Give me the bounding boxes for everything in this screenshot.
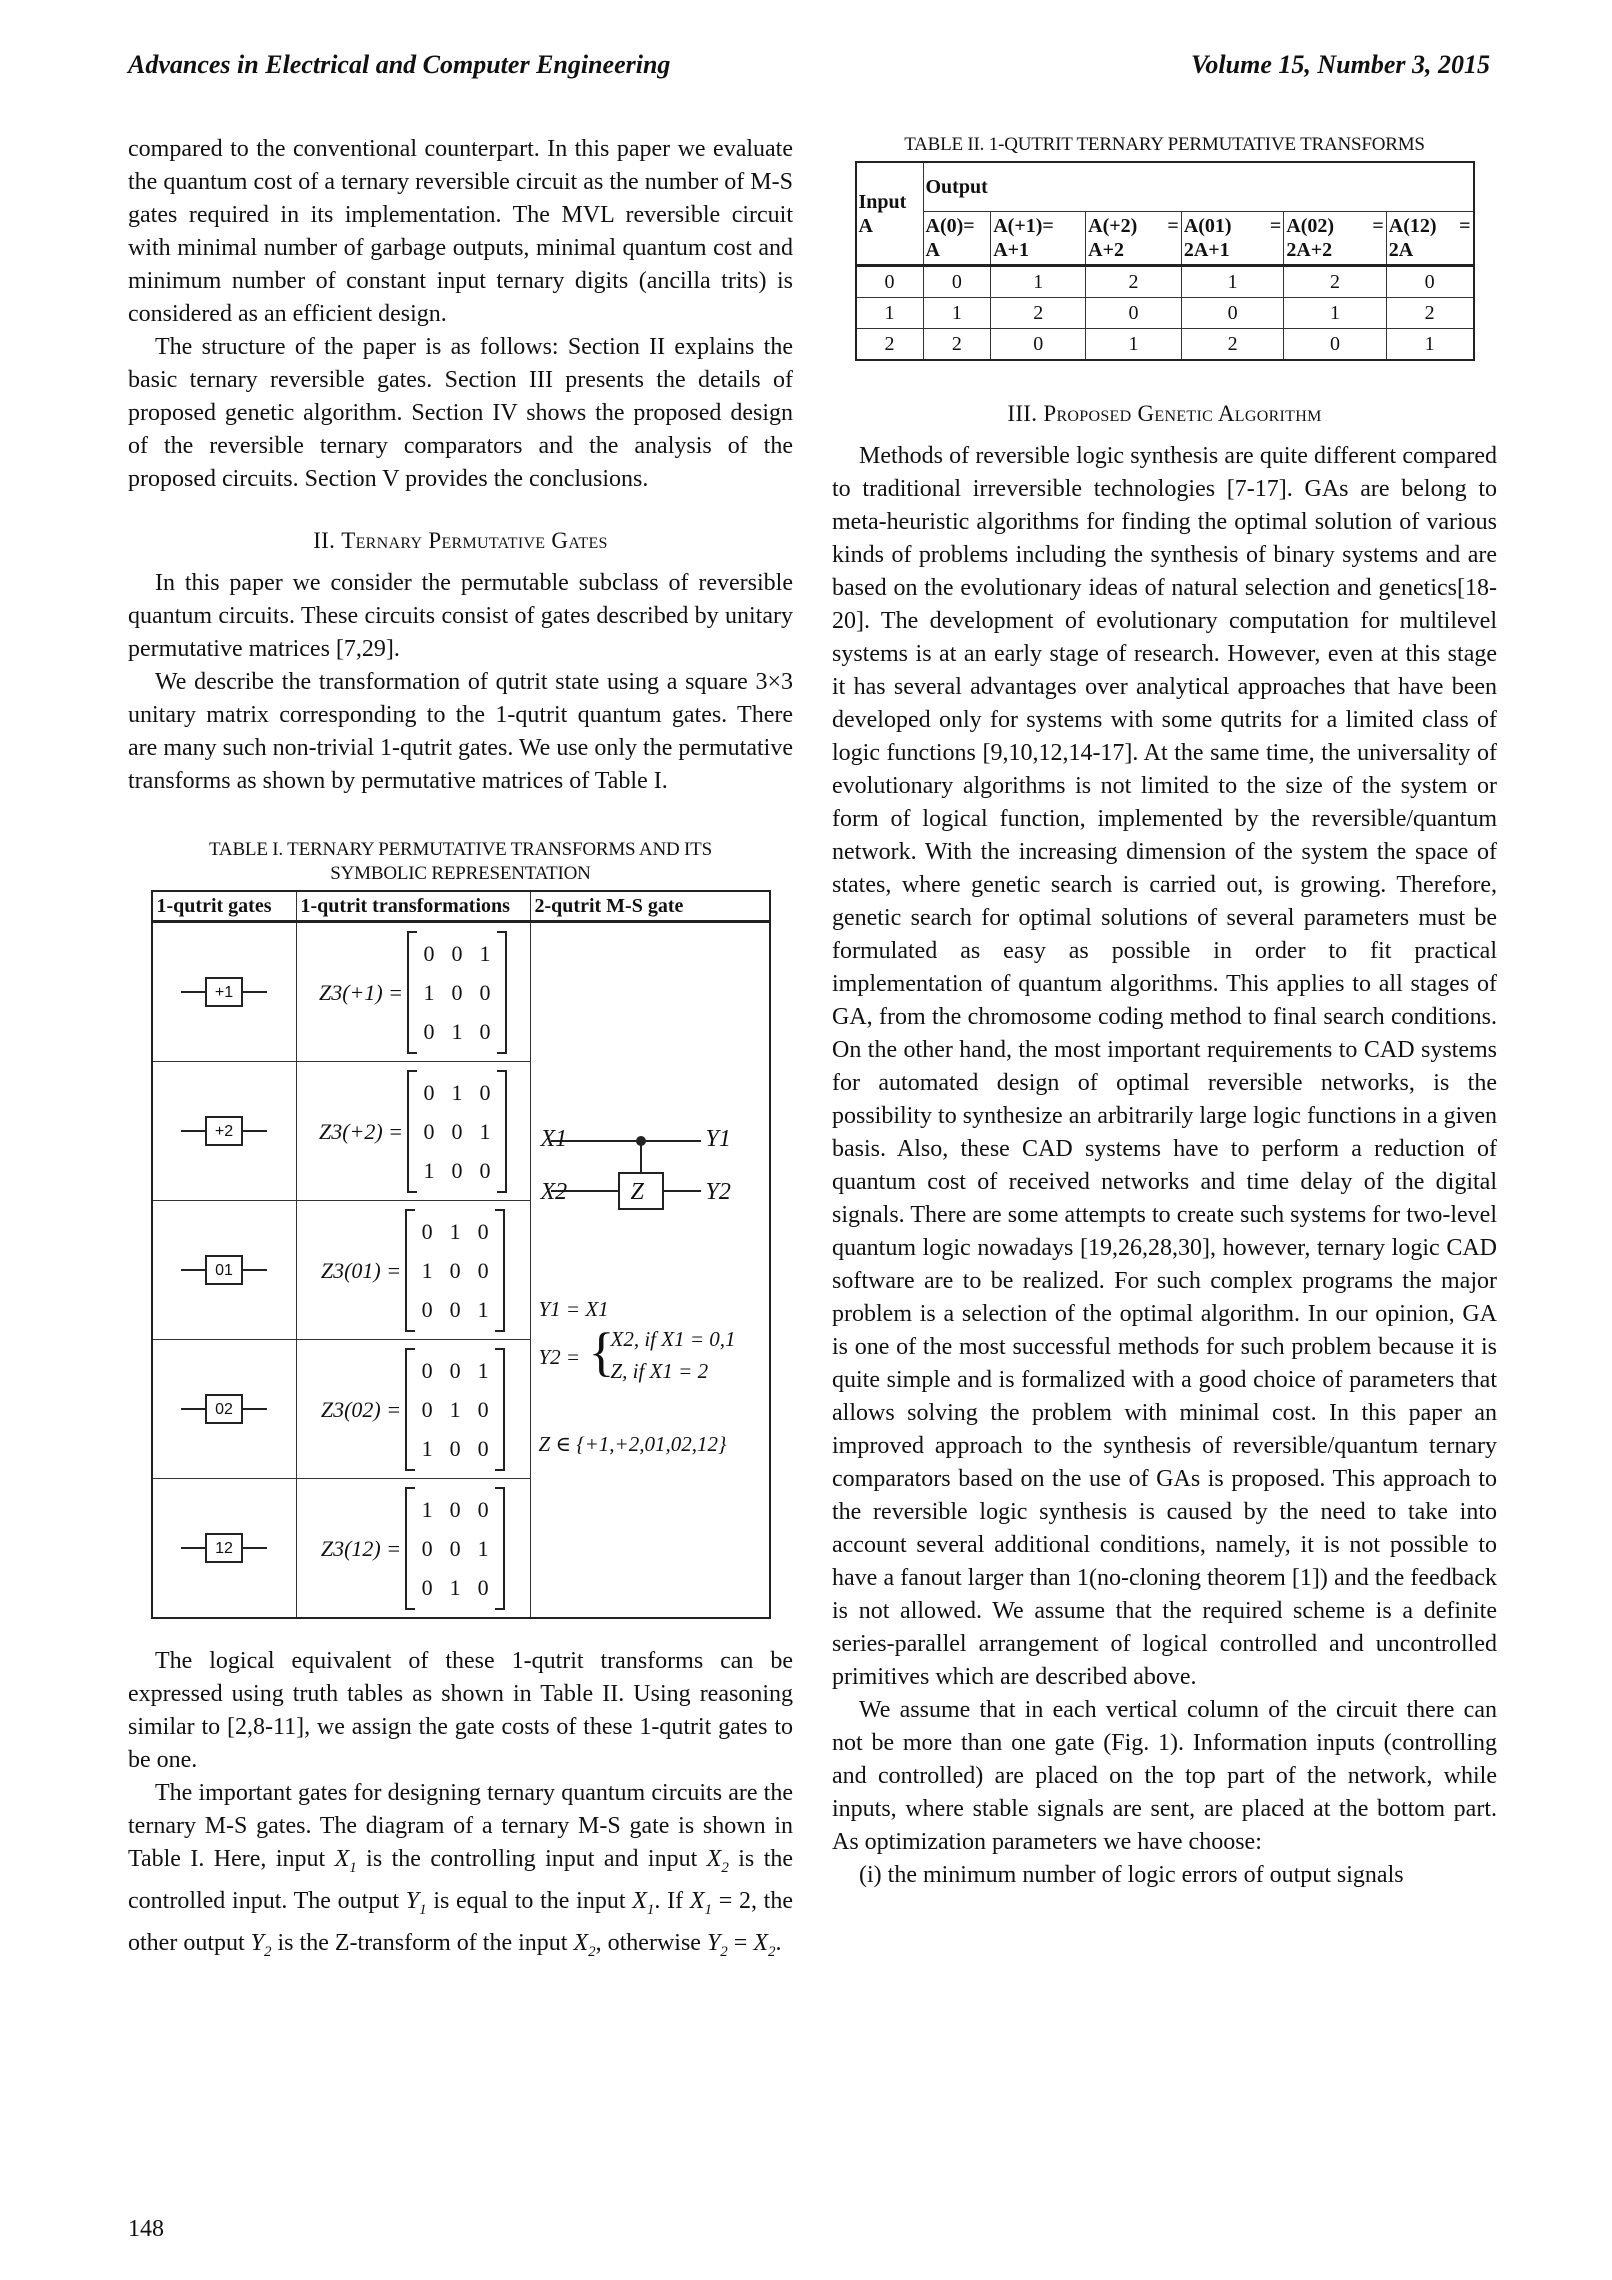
text-run: is the controlled input. The output <box>128 1846 794 1914</box>
matrix-entry: 0 <box>477 1218 489 1244</box>
cell: 1 <box>991 266 1086 298</box>
matrix-entry: 0 <box>423 1118 435 1144</box>
matrix-entry: 0 <box>421 1296 433 1322</box>
ms-brace: { <box>588 1322 615 1382</box>
matrix-entry: 0 <box>477 1435 489 1461</box>
gate-label: +1 <box>205 977 243 1007</box>
gate-cell <box>152 1479 297 1619</box>
matrix-entry: 0 <box>451 940 463 966</box>
cell: 2 <box>856 329 924 361</box>
matrix-entry: 0 <box>421 1574 433 1600</box>
matrix-entry: 1 <box>479 1118 491 1144</box>
matrix <box>405 1209 505 1332</box>
cell: 0 <box>991 329 1086 361</box>
matrix <box>405 1348 505 1471</box>
cell: 1 <box>923 298 991 329</box>
matrix-lhs: Z3(02) = <box>320 1396 402 1422</box>
matrix-entry: 1 <box>423 979 435 1005</box>
ms-eq-y1: Y1 = X1 <box>538 1297 609 1321</box>
matrix-entry: 1 <box>477 1535 489 1561</box>
section-heading <box>832 397 1497 430</box>
cell: 1 <box>1386 329 1473 361</box>
paragraph: We assume that in each vertical column of the circuit there can not be more than one gate (Fig. 1). Information inputs (controlling and controlled) are placed on the top part of the network, while inputs, where stable signals are sent, are placed at the bottom part. As optimization parameters we have choose: <box>832 1697 1497 1855</box>
table-row <box>856 298 1474 329</box>
ms-gate-cell <box>530 922 770 1619</box>
ms-input-x1: X1 <box>540 1126 568 1152</box>
column-header: A(01) = 2A+1 <box>1181 212 1283 266</box>
cell: 1 <box>1181 266 1283 298</box>
gate-symbol <box>153 1533 296 1563</box>
cell: 1 <box>1284 298 1386 329</box>
matrix-entry: 0 <box>423 940 435 966</box>
text-run: = 2, the other output <box>128 1887 793 1956</box>
matrix-lhs: Z3(01) = <box>320 1257 402 1283</box>
matrix-entry: 0 <box>449 1496 461 1522</box>
matrix-cell <box>296 1062 530 1201</box>
ms-eq-y2-lhs: Y2 = <box>538 1345 581 1369</box>
table-row <box>856 266 1474 298</box>
matrix-entry: 0 <box>479 1079 491 1105</box>
gate-symbol <box>153 1394 296 1424</box>
matrix-cell <box>296 1479 530 1619</box>
matrix-entry: 0 <box>449 1296 461 1322</box>
gate-label: 12 <box>205 1533 243 1563</box>
section-title: Ternary Permutative Gates <box>341 528 608 553</box>
matrix-entry: 1 <box>449 1396 461 1422</box>
matrix-entry: 1 <box>451 1079 463 1105</box>
right-column <box>832 133 1497 1892</box>
table-row <box>856 329 1474 361</box>
gate-symbol <box>153 977 296 1007</box>
cell: 0 <box>1086 298 1182 329</box>
matrix-entry: 0 <box>449 1357 461 1383</box>
matrix-entry: 0 <box>423 1079 435 1105</box>
matrix-lhs: Z3(+2) = <box>318 1118 404 1144</box>
matrix-entry: 0 <box>421 1218 433 1244</box>
column-header: 1-qutrit gates <box>152 891 297 922</box>
cell: 0 <box>1386 266 1473 298</box>
column-header: A(+1)= A+1 <box>991 212 1086 266</box>
cell: 2 <box>1284 266 1386 298</box>
matrix-entry: 0 <box>477 1257 489 1283</box>
matrix-entry: 0 <box>477 1496 489 1522</box>
matrix-entry: 1 <box>421 1435 433 1461</box>
gate-cell <box>152 922 297 1062</box>
column-header: 2-qutrit M-S gate <box>530 891 770 922</box>
matrix-entry: 1 <box>421 1257 433 1283</box>
column-header: 1-qutrit transformations <box>296 891 530 922</box>
text-run: . If <box>654 1887 690 1914</box>
cell: 1 <box>1086 329 1182 361</box>
cell: 2 <box>923 329 991 361</box>
matrix-lhs: Z3(12) = <box>320 1535 402 1561</box>
var-y2: $Y_2$ <box>706 1929 728 1960</box>
paragraph <box>128 1777 793 1968</box>
ms-output-y1: Y1 <box>705 1126 731 1152</box>
text-run: The important gates for designing ternary quantum circuits are the ternary M-S gates. The diagram of a ternary M-S gate is shown in Table I. Here, input <box>128 1780 793 1872</box>
matrix-entry: 0 <box>451 979 463 1005</box>
cell: 2 <box>1181 329 1283 361</box>
paragraph: Methods of reversible logic synthesis are quite different compared to traditional irreversible technologies [7-17]. GAs are belong to meta-heuristic algorithms for finding the optimal solution of various kinds of problems including the synthesis of binary systems and are based on the evolutionary ideas of natural selection and genetics[18-20]. The development of evolutionary computation for multilevel systems is at an early stage of research. However, even at this stage it has several advantages over analytical approaches that have been developed only for systems with some qutrits for a limited class of logic functions [9,10,12,14-17]. At the same time, the universality of evolutionary algorithms is not limited to the size of the system or form of logical function, implemented by the reversible/quantum network. With the increasing dimension of the system the space of states, where genetic search is carried out, is growing. Therefore, genetic search for optimal solutions of several parameters must be formulated as easy as possible in order to fit practical implementation of quantum algorithms. This applies to all stages of GA, from the chromosome coding method to final search conditions. On the other hand, the most important requirements to CAD systems for automated design of optimal reversible networks, is the possibility to synthesize an arbitrarily large logic functions in a given basis. Also, these CAD systems have to perform a reduction of quantum cost of received networks and time delay of the digital signals. There are some attempts to create such systems for two-level quantum logic nowadays [19,26,28,30], however, ternary logic CAD software are to be realized. For such complex programs the major problem is a selection of the optimal algorithm. In our opinion, GA is one of the most successful methods for such problem because it is quite simple and is formalized with a good choice of parameters that allows solving the problem with minimal cost. In this paper an improved approach to the synthesis of reversible/quantum ternary comparators based on the use of GAs is proposed. This approach to the reversible logic synthesis is caused by the need to take into account several additional conditions, namely, it is not possible to have a fanout larger than 1(no-cloning theorem [1]) and the feedback is not allowed. We assume that the required scheme is a definite series-parallel arrangement of logical controlled and uncontrolled primitives which are described above. <box>832 443 1497 1690</box>
column-header: A(0)= A <box>923 212 991 266</box>
cell: 1 <box>856 298 924 329</box>
matrix-entry: 0 <box>479 1157 491 1183</box>
matrix-entry: 0 <box>421 1535 433 1561</box>
paragraph: (i) the minimum number of logic errors of output signals <box>859 1862 1404 1888</box>
cell: 0 <box>856 266 924 298</box>
cell: 2 <box>1386 298 1473 329</box>
page-number: 148 <box>128 2216 164 2242</box>
matrix-entry: 1 <box>477 1296 489 1322</box>
matrix-entry: 0 <box>423 1018 435 1044</box>
matrix-entry: 0 <box>477 1574 489 1600</box>
matrix-entry: 0 <box>477 1396 489 1422</box>
volume-info: Volume 15, Number 3, 2015 <box>1190 50 1490 79</box>
ms-input-x2: X2 <box>540 1179 568 1205</box>
left-column <box>128 133 793 1968</box>
paragraph: compared to the conventional counterpart. In this paper we evaluate the quantum cost of a ternary reversible circuit as the number of M-S gates required in its implementation. The MVL reversible circuit with minimal number of garbage outputs, minimal quantum cost and minimum number of constant input ternary digits (ancilla trits) is considered as an efficient design. <box>128 136 793 327</box>
text-run: . <box>775 1929 782 1956</box>
matrix-entry: 0 <box>421 1396 433 1422</box>
matrix-lhs: Z3(+1) = <box>318 979 404 1005</box>
text-run: is the controlling input and input <box>356 1846 707 1872</box>
text-run: is the Z-transform of the input <box>271 1929 574 1956</box>
gate-label: +2 <box>205 1116 243 1146</box>
gate-symbol <box>153 1255 296 1285</box>
text-run: , otherwise <box>595 1929 707 1956</box>
gate-cell <box>152 1062 297 1201</box>
matrix-entry: 0 <box>479 979 491 1005</box>
matrix-entry: 0 <box>451 1157 463 1183</box>
ms-eq-y2-case2: Z, if X1 = 2 <box>610 1359 709 1383</box>
column-header: A(12) = 2A <box>1386 212 1473 266</box>
paragraph: The logical equivalent of these 1-qutrit transforms can be expressed using truth tables as shown in Table II. Using reasoning similar to [2,8-11], we assign the gate costs of these 1-qutrit gates to be one. <box>128 1648 793 1773</box>
var-x2: $X_2$ <box>706 1846 729 1876</box>
ms-eq-y2-case1: X2, if X1 = 0,1 <box>610 1327 736 1351</box>
ms-gate-diagram <box>531 1103 776 1243</box>
var-x1: $X_1$ <box>632 1887 655 1918</box>
matrix-entry: 0 <box>451 1118 463 1144</box>
matrix-entry: 1 <box>451 1018 463 1044</box>
var-y2: $Y_2$ <box>250 1929 272 1960</box>
paragraph: In this paper we consider the permutable subclass of reversible quantum circuits. These circuits consist of gates described by unitary permutative matrices [7,29]. <box>128 570 793 662</box>
text-run: = <box>727 1929 754 1956</box>
caption-line: TABLE I. TERNARY PERMUTATIVE TRANSFORMS AND ITS <box>209 839 712 860</box>
matrix-entry: 1 <box>479 940 491 966</box>
matrix <box>407 931 507 1054</box>
section-number: II. <box>313 528 336 553</box>
ms-z-label: Z <box>630 1179 644 1205</box>
gate-label: 01 <box>205 1255 243 1285</box>
section-number: III. <box>1007 401 1038 426</box>
var-x1: $X_1$ <box>334 1846 357 1876</box>
matrix <box>405 1487 505 1610</box>
matrix-entry: 1 <box>477 1357 489 1383</box>
matrix-cell <box>296 1201 530 1340</box>
section-title: Proposed Genetic Algorithm <box>1043 401 1322 426</box>
column-header: A(02) = 2A+2 <box>1284 212 1386 266</box>
caption-line: SYMBOLIC REPRESENTATION <box>330 863 591 884</box>
section-heading <box>128 524 793 557</box>
matrix-entry: 1 <box>423 1157 435 1183</box>
gate-cell <box>152 1340 297 1479</box>
matrix-entry: 0 <box>479 1018 491 1044</box>
table-permutative-transforms <box>151 890 771 1619</box>
cell: 0 <box>1181 298 1283 329</box>
cell: 2 <box>991 298 1086 329</box>
matrix-entry: 1 <box>421 1496 433 1522</box>
gate-symbol <box>153 1116 296 1146</box>
text-run: is equal to the input <box>426 1887 633 1914</box>
cell: 0 <box>1284 329 1386 361</box>
cell: 0 <box>923 266 991 298</box>
column-header: Input A <box>856 162 924 266</box>
var-x2: $X_2$ <box>573 1929 596 1960</box>
matrix-entry: 0 <box>449 1257 461 1283</box>
journal-title: Advances in Electrical and Computer Engineering <box>128 50 671 79</box>
var-y1: $Y_1$ <box>405 1887 427 1918</box>
matrix-entry: 0 <box>449 1435 461 1461</box>
ms-eq-z-set: Z ∈ {+1,+2,01,02,12} <box>538 1432 727 1456</box>
matrix-entry: 1 <box>449 1574 461 1600</box>
paragraph: We describe the transformation of qutrit state using a square 3×3 unitary matrix corresponding to the 1-qutrit quantum gates. There are many such non-trivial 1-qutrit gates. We use only the permutative transforms as shown by permutative matrices of Table I. <box>128 669 793 794</box>
ms-output-y2: Y2 <box>705 1179 731 1205</box>
column-header: Output <box>923 162 1474 212</box>
matrix <box>407 1070 507 1193</box>
gate-label: 02 <box>205 1394 243 1424</box>
cell: 2 <box>1086 266 1182 298</box>
table-qutrit-transforms <box>855 161 1475 361</box>
matrix-entry: 1 <box>449 1218 461 1244</box>
matrix-cell <box>296 1340 530 1479</box>
table-caption: TABLE II. 1-QUTRIT TERNARY PERMUTATIVE TRANSFORMS <box>904 134 1425 155</box>
matrix-cell <box>296 922 530 1062</box>
var-x2: $X_2$ <box>753 1929 776 1960</box>
column-header: A(+2) = A+2 <box>1086 212 1182 266</box>
var-x1: $X_1$ <box>689 1887 712 1918</box>
matrix-entry: 0 <box>449 1535 461 1561</box>
matrix-entry: 0 <box>421 1357 433 1383</box>
gate-cell <box>152 1201 297 1340</box>
paragraph: The structure of the paper is as follows: Section II explains the basic ternary reversible gates. Section III presents the details of proposed genetic algorithm. Section IV shows the proposed design of the reversible ternary comparators and the analysis of the proposed circuits. Section V provides the conclusions. <box>128 334 793 492</box>
table-caption <box>128 838 793 886</box>
